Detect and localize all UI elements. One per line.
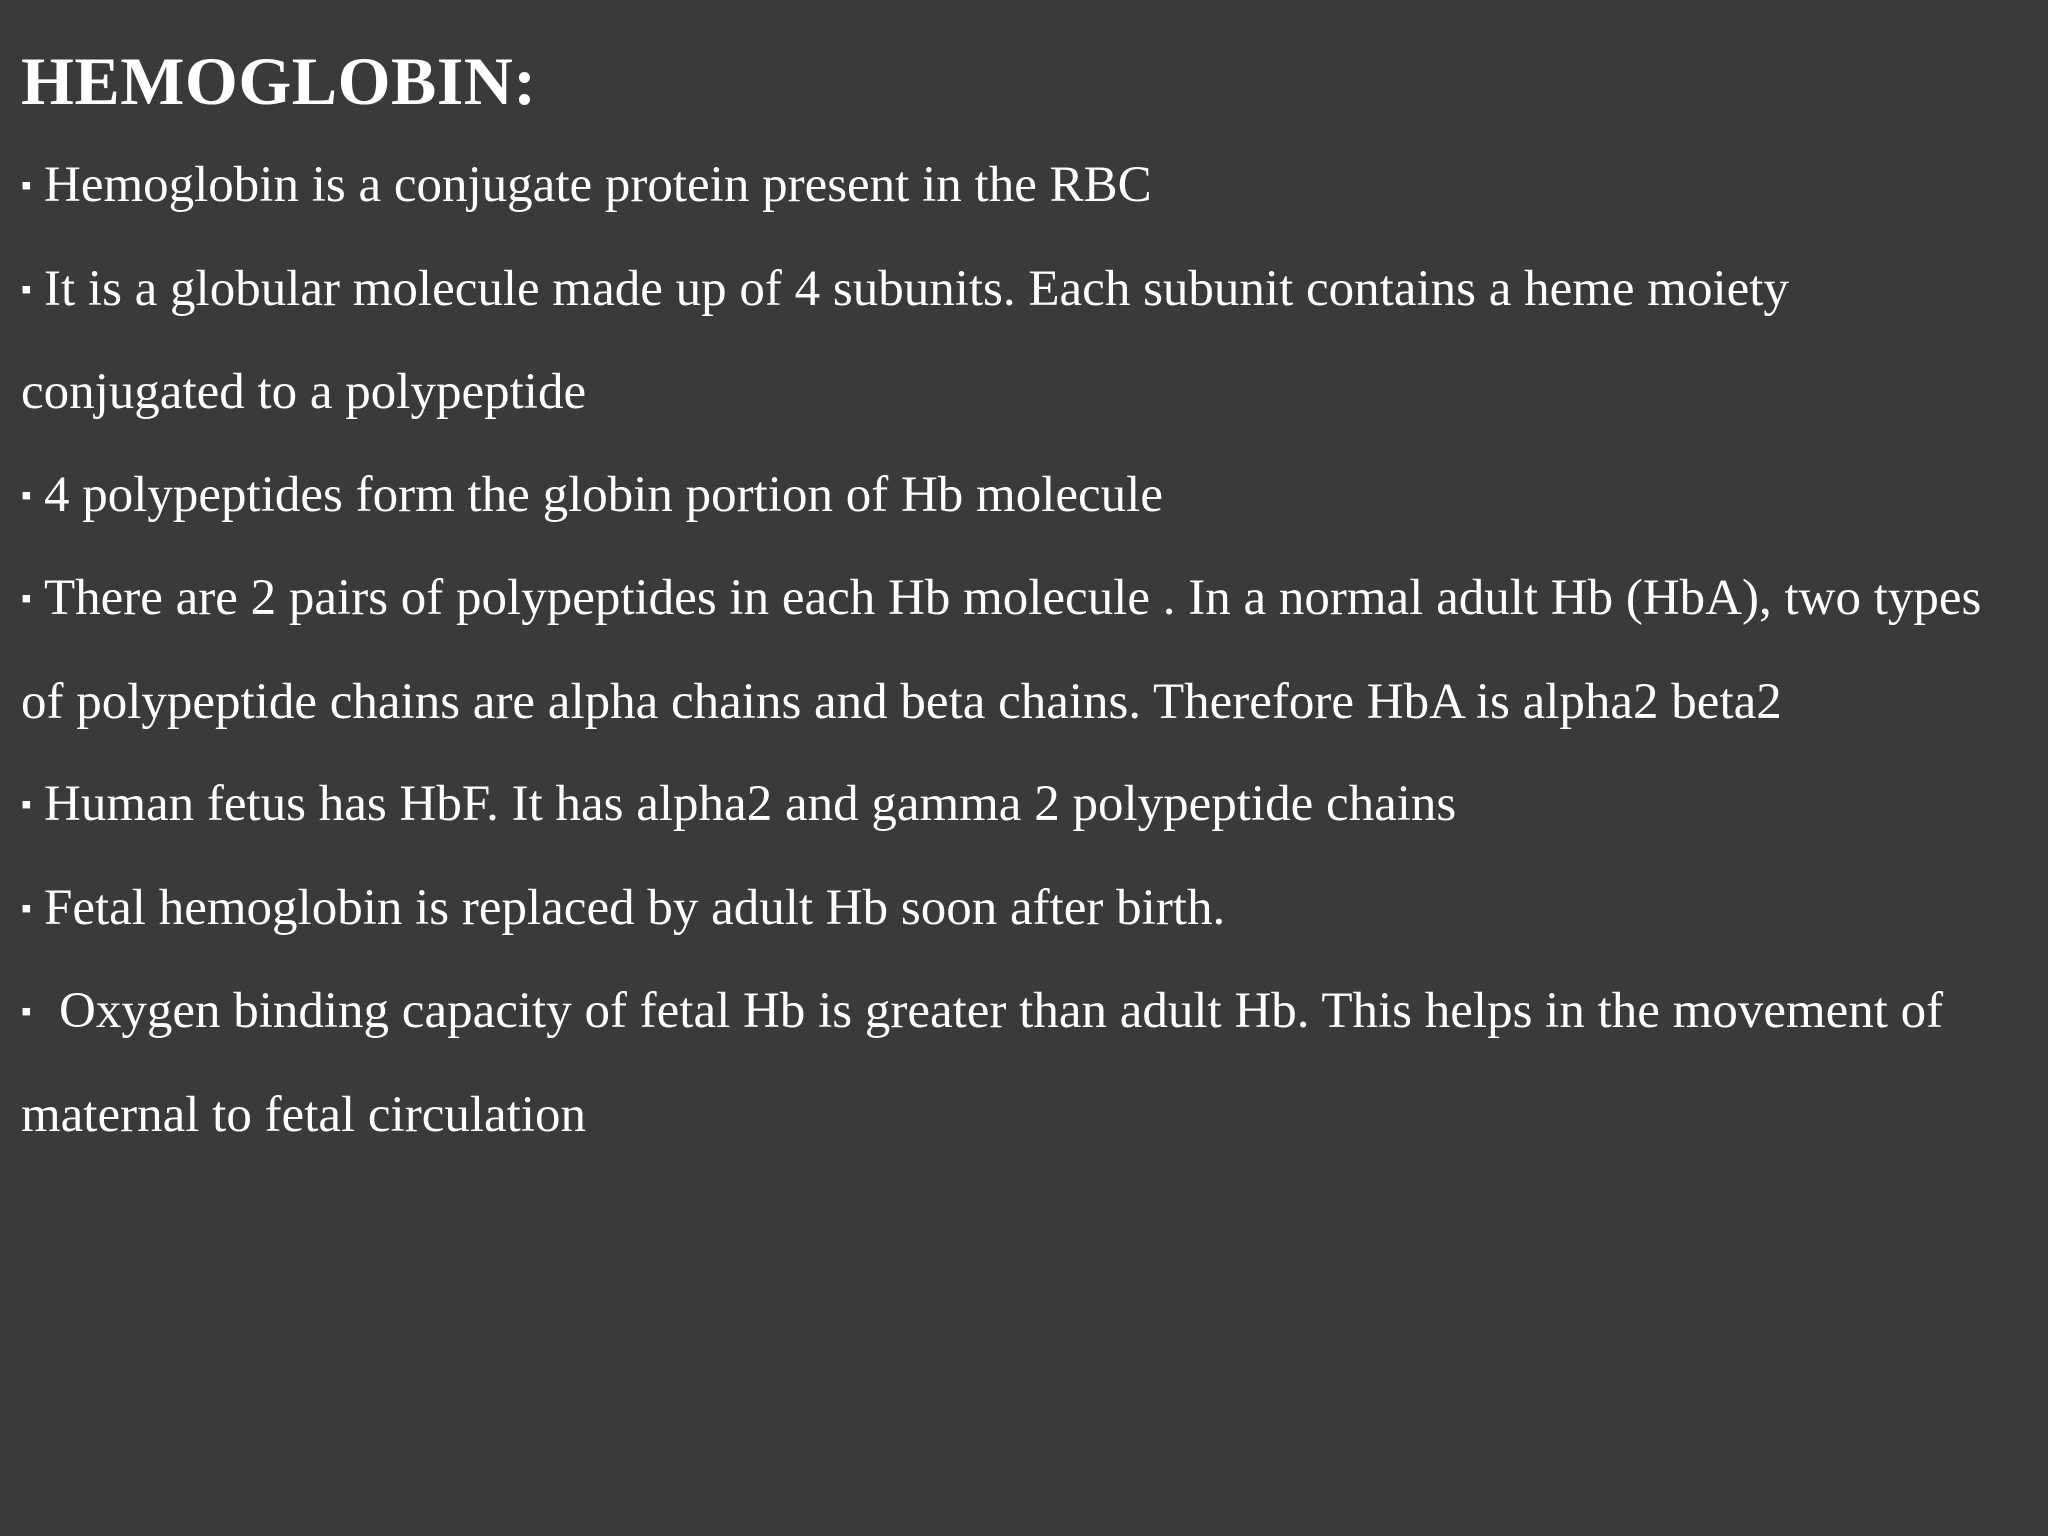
square-bullet-icon: ▪ (21, 788, 32, 821)
bullet-item (21, 547, 2021, 753)
bullet-text: It is a globular molecule made up of 4 subunits. Each subunit contains a heme moiety conjugated to a polypeptide (21, 260, 1789, 420)
square-bullet-icon: ▪ (21, 272, 32, 306)
bullet-text: Fetal hemoglobin is replaced by adult Hb soon after birth. (44, 879, 1226, 936)
bullet-item (21, 753, 2021, 857)
slide-title: HEMOGLOBIN: (21, 43, 537, 119)
bullet-text: 4 polypeptides form the globin portion of Hb molecule (44, 466, 1163, 523)
bullet-text: Human fetus has HbF. It has alpha2 and gamma 2 polypeptide chains (44, 776, 1457, 832)
bullet-text: Oxygen binding capacity of fetal Hb is greater than adult Hb. This helps in the movement of maternal to fetal circulation (21, 983, 1944, 1143)
bullet-item (21, 444, 2021, 548)
square-bullet-icon: ▪ (21, 891, 32, 925)
bullet-item (21, 134, 2021, 238)
bullet-item (21, 238, 2021, 444)
square-bullet-icon: ▪ (21, 582, 32, 615)
bullet-text: Hemoglobin is a conjugate protein present in the RBC (44, 157, 1152, 213)
bullet-text: There are 2 pairs of polypeptides in each Hb molecule . In a normal adult Hb (HbA), two types of polypeptide chains are alpha chains and beta chains. Therefore HbA is alpha2 beta2 (21, 570, 1982, 730)
bullet-list (21, 134, 2021, 1166)
square-bullet-icon: ▪ (21, 995, 32, 1028)
square-bullet-icon: ▪ (21, 478, 32, 512)
bullet-item (21, 960, 2021, 1166)
bullet-item (21, 857, 2021, 961)
square-bullet-icon: ▪ (21, 169, 32, 202)
